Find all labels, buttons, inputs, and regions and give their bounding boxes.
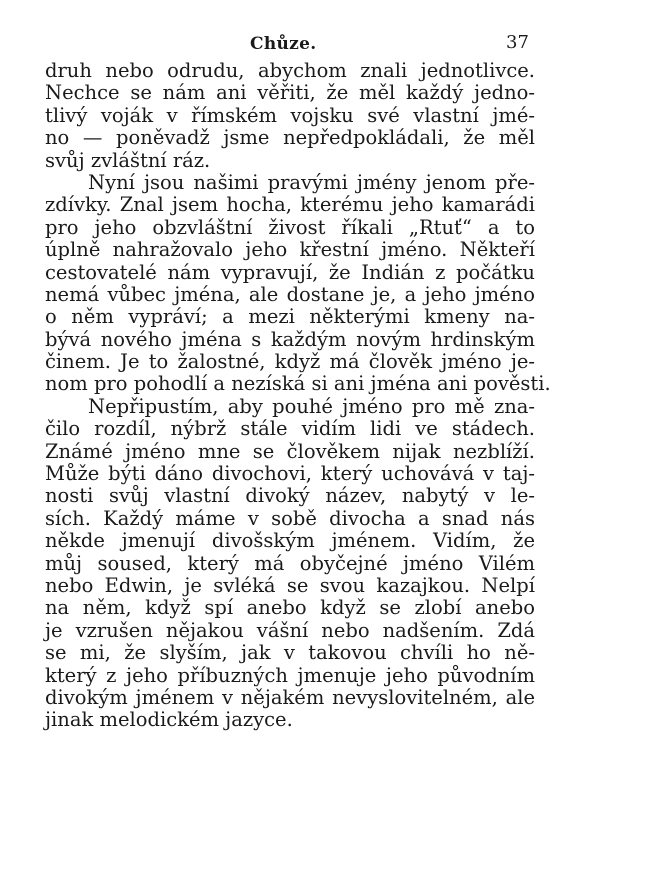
body-text (45, 59, 551, 732)
text-line: jinak melodickém jazyce. (45, 708, 293, 732)
text-line: na něm, když spí anebo když se zlobí anebo (45, 596, 535, 620)
text-line: nebo Edwin, je svléká se svou kazajkou. Nelpí (45, 573, 535, 597)
text-line: činem. Je to žalostné, když má člověk jméno je- (45, 350, 535, 374)
text-line: zdívky. Znal jsem hocha, kterému jeho kamarádi (45, 193, 535, 217)
text-line: Může býti dáno divochovi, který uchovává v taj- (45, 462, 535, 486)
text-line: pro jeho obzvláštní živost říkali „Rtuť“ a to (45, 215, 535, 239)
text-line: no — poněvadž jsme nepředpokládali, že měl (45, 126, 535, 150)
text-line: tlivý voják v římském vojsku své vlastní jmé- (45, 103, 535, 127)
text-line: Známé jméno mne se člověkem nijak nezblíží. (45, 439, 535, 463)
text-line: Nepřipustím, aby pouhé jméno pro mě zna- (88, 394, 535, 418)
text-line: někde jmenují divošským jménem. Vidím, že (45, 529, 535, 553)
text-line: který z jeho příbuzných jmenuje jeho původním (45, 663, 535, 687)
text-line: Nechce se nám ani věřiti, že měl každý jedno- (45, 81, 535, 105)
text-line: je vzrušen nějakou vášní nebo nadšením. Zdá (45, 618, 535, 642)
text-line: druh nebo odrudu, abychom znali jednotlivce. (45, 59, 535, 82)
text-line: sích. Každý máme v sobě divocha a snad nás (45, 506, 535, 530)
text-line: úplně nahražovalo jeho křestní jméno. Někteří (45, 238, 535, 262)
text-line: divokým jménem v nějakém nevyslovitelném, ale (45, 685, 535, 709)
text-line: nom pro pohodlí a nezíská si ani jména ani pověsti. (45, 372, 551, 396)
text-line: cestovatelé nám vypravují, že Indián z počátku (45, 260, 535, 284)
text-line: se mi, že slyším, jak v takovou chvíli ho ně- (45, 641, 535, 665)
text-line: Nyní jsou našimi pravými jmény jenom pře- (88, 170, 535, 194)
text-line: můj soused, který má obyčejné jméno Vilém (45, 551, 535, 575)
text-line: nosti svůj vlastní divoký název, nabytý v le- (45, 484, 535, 508)
text-line: o něm vypráví; a mezi některými kmeny na- (45, 305, 535, 329)
text-line: nemá vůbec jména, ale dostane je, a jeho jméno (45, 282, 535, 306)
running-title: Chůze. (250, 34, 317, 54)
text-line: svůj zvláštní ráz. (45, 148, 211, 172)
text-line: čilo rozdíl, nýbrž stále vidím lidi ve stádech. (45, 417, 535, 441)
page-number: 37 (506, 32, 529, 53)
text-line: bývá nového jména s každým novým hrdinským (45, 327, 535, 351)
